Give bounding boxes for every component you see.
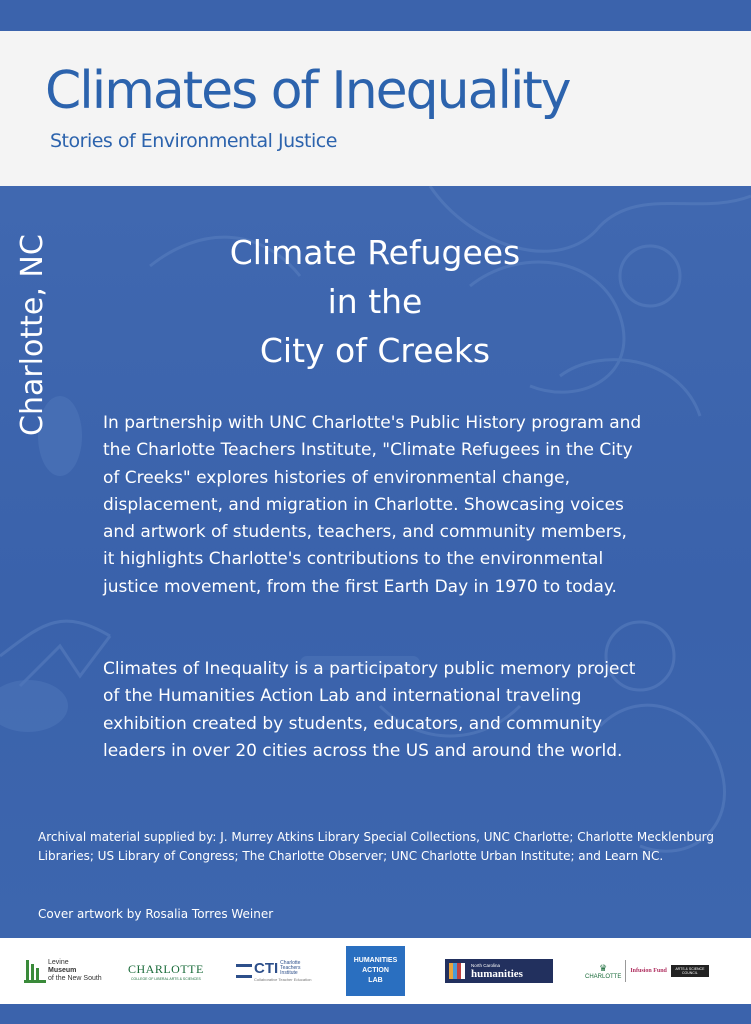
unc-charlotte-name: CHARLOTTE (128, 961, 204, 976)
top-border (0, 0, 751, 31)
asc-city-name: CHARLOTTE (585, 973, 622, 980)
panel-title-line: in the (327, 282, 423, 321)
project-paragraph: Climates of Inequality is a participatory public memory project of the Humanities Action Lab and international traveling exhibition created by students, educators, and community leaders in over 20 cities across the US and around the world. (103, 659, 636, 761)
logo-divider (625, 960, 626, 982)
bottom-border (0, 1004, 751, 1024)
archival-credits: Archival material supplied by: J. Murrey Atkins Library Special Collections, UNC Charlotte; Charlotte Mecklenburg Libraries; US Library of Congress; The Charlotte Observer; UNC Charlotte Urban Institute; and Learn NC. (38, 830, 715, 863)
cti-name-line: Teachers (280, 965, 301, 971)
nc-humanities-logo (445, 938, 553, 1004)
nc-humanities-line-1: North Carolina (471, 962, 501, 968)
cti-bars-icon (236, 964, 252, 978)
exhibit-title: Climates of Inequality (45, 61, 570, 121)
location-label: Charlotte, NC (15, 234, 50, 436)
hal-line-3: LAB (368, 977, 383, 984)
hal-line-2: ACTION (362, 967, 389, 974)
levine-museum-mark-icon (24, 958, 46, 984)
crown-icon: ♛ (599, 962, 608, 973)
cti-mark: CTI (254, 960, 279, 977)
hal-line-1: HUMANITIES (353, 957, 398, 964)
cti-tagline: Collaborative Teacher Education (254, 977, 312, 982)
unc-charlotte-logo (128, 938, 204, 1004)
cti-name-line: Institute (280, 970, 298, 976)
cover-credit: Cover artwork by Rosalia Torres Weiner (38, 907, 274, 921)
levine-line-2: Museum (48, 967, 77, 974)
panel-title-line: City of Creeks (259, 331, 491, 370)
header-banner (0, 31, 751, 186)
partner-logo-bar (0, 938, 751, 1004)
humanities-action-lab-logo (346, 938, 405, 1004)
intro-paragraph: In partnership with UNC Charlotte's Public History program and the Charlotte Teachers Institute, "Climate Refugees in the City of Creeks" explores histories of environmental change, displacement, and migration in Charlotte. Showcasing voices and artwork of students, teachers, and community members, it highlights Charlotte's contributions to the environmental justice movement, from the first Earth Day in 1970 to today. (103, 413, 642, 597)
arts-science-council-badge: ARTS & SCIENCE COUNCIL (671, 965, 709, 977)
cti-logo (236, 938, 312, 1004)
cti-name-line: Charlotte (280, 960, 301, 966)
unc-charlotte-tagline: COLLEGE OF LIBERAL ARTS & SCIENCES (130, 976, 201, 981)
levine-line-1: Levine (48, 959, 69, 966)
panel-title (150, 228, 600, 375)
nc-humanities-line-2: humanities (471, 967, 523, 980)
levine-museum-logo (24, 938, 102, 1004)
infusion-fund-name: Infusion Fund (630, 968, 667, 974)
exhibit-subtitle: Stories of Environmental Justice (50, 130, 337, 152)
arts-science-council-logo (585, 938, 709, 1004)
levine-line-3: of the New South (48, 975, 102, 982)
nc-humanities-mosaic-icon (449, 963, 465, 979)
panel-title-line: Climate Refugees (229, 233, 521, 272)
